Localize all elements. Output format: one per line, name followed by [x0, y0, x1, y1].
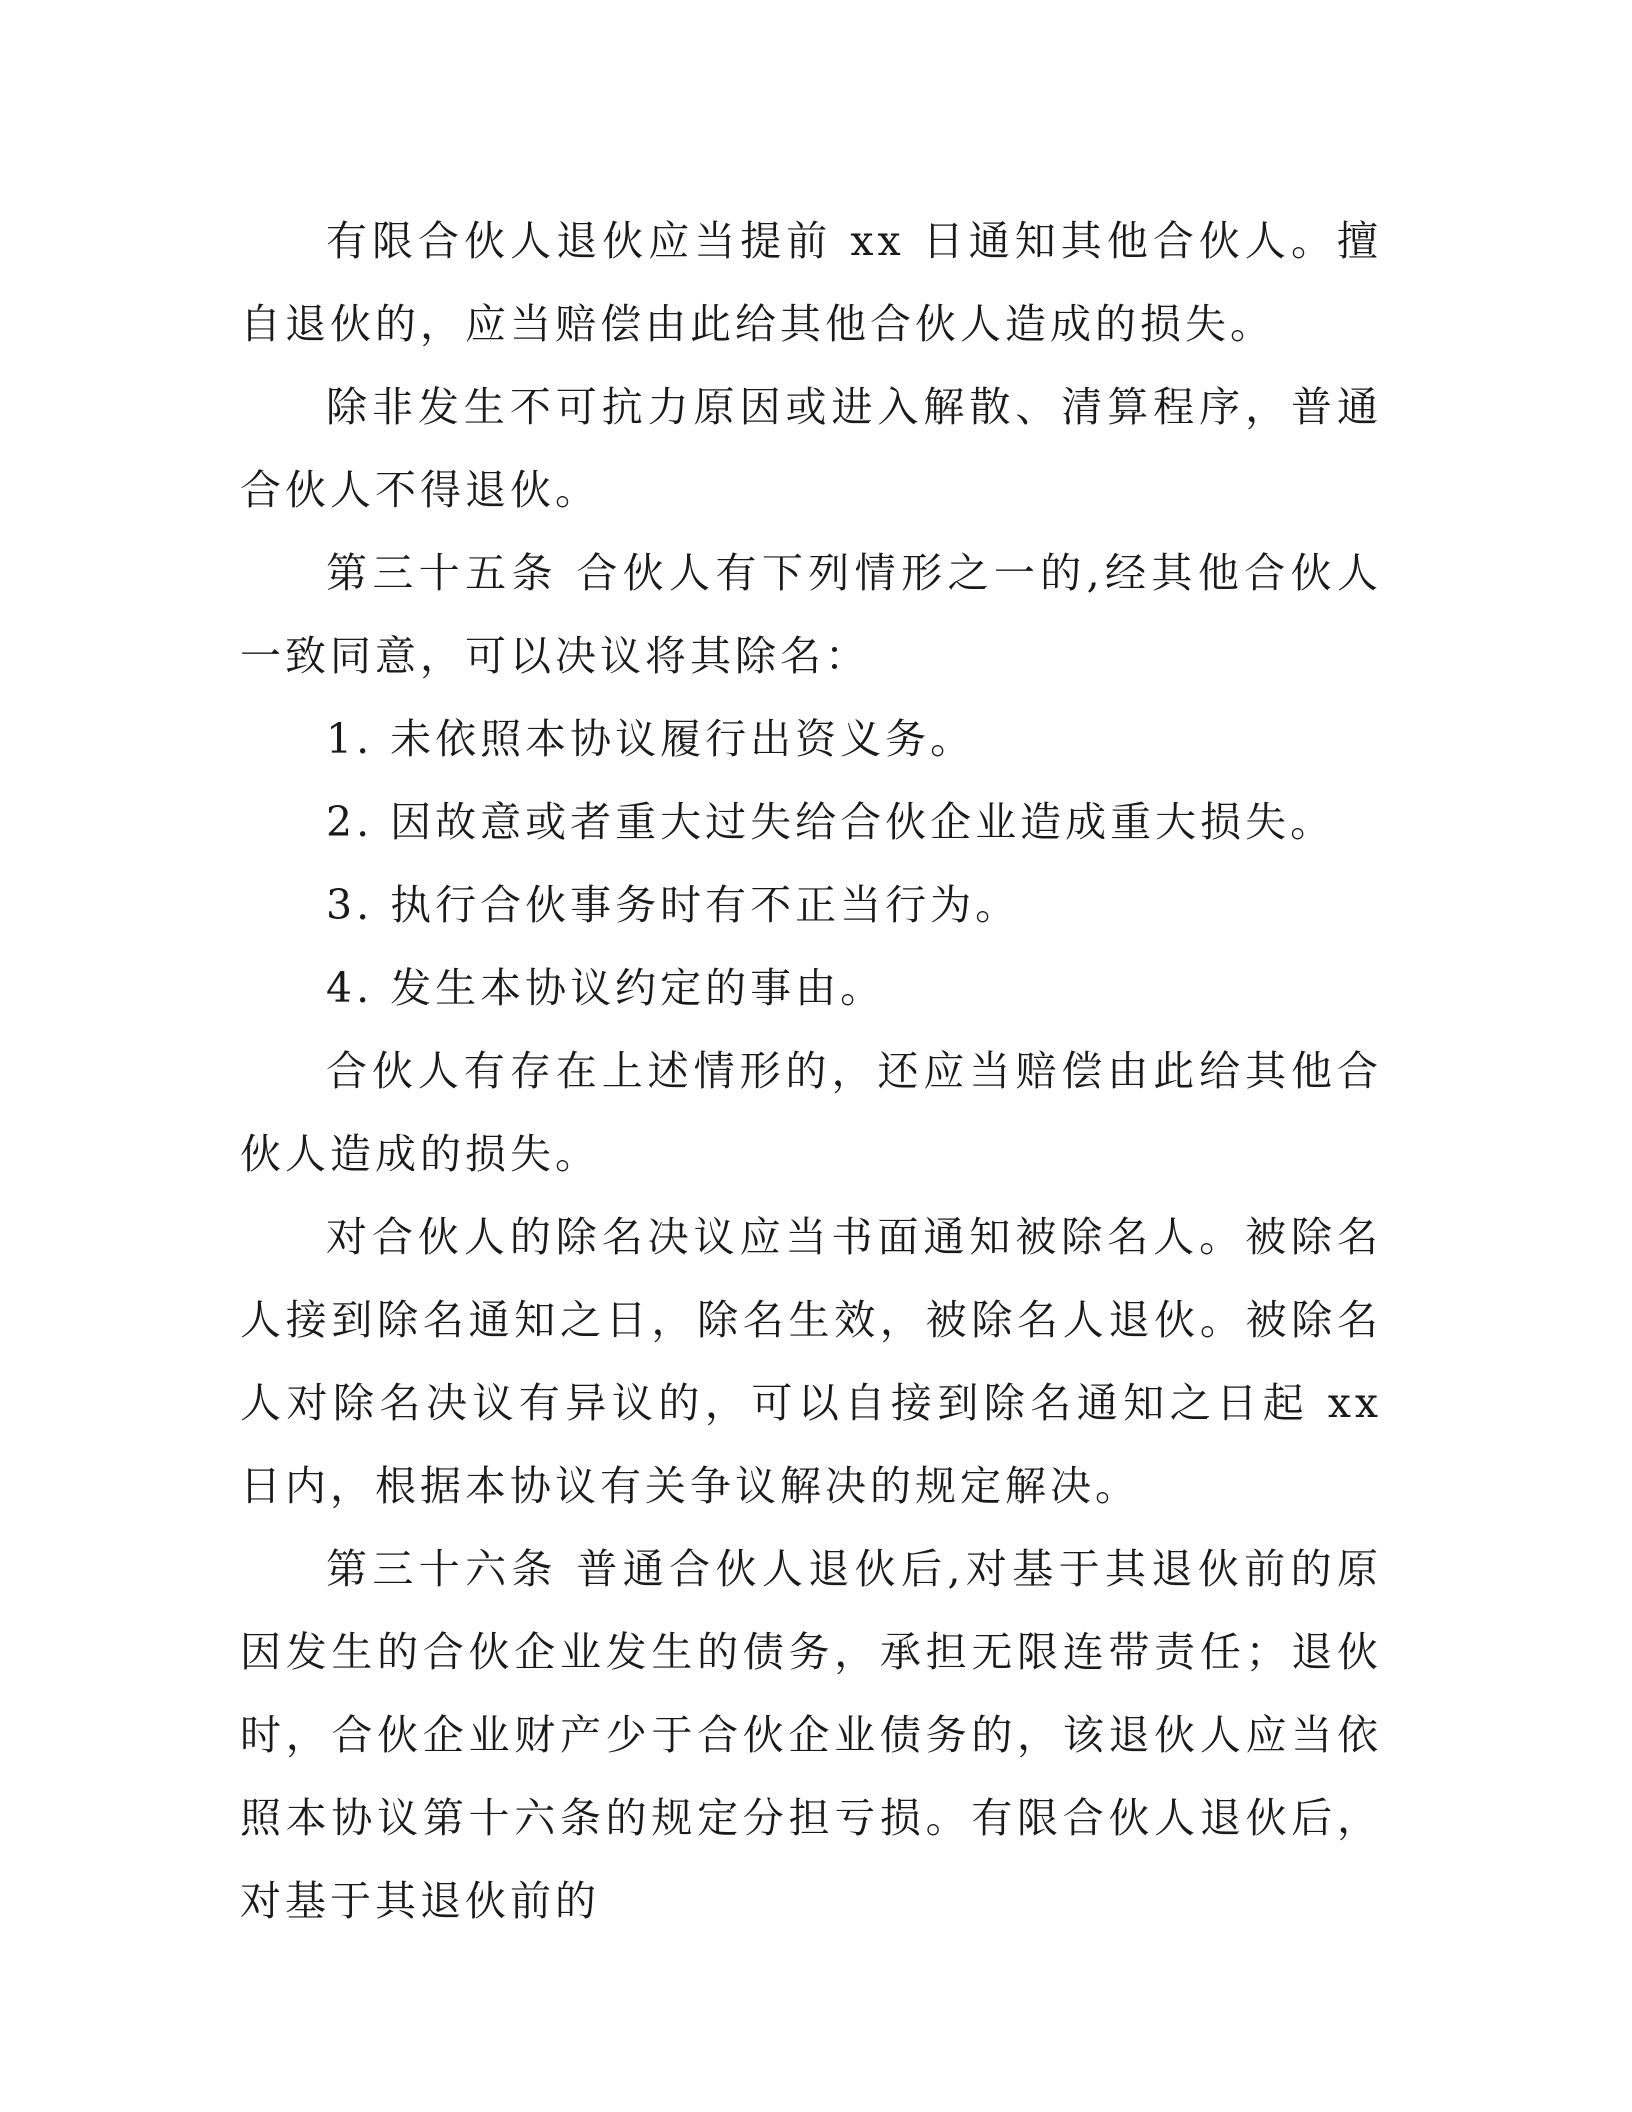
paragraph-general-partner-withdrawal: 除非发生不可抗力原因或进入解散、清算程序，普通合伙人不得退伙。: [240, 383, 1382, 514]
document-body: [240, 200, 1382, 1943]
list-item-3: 3. 执行合伙事务时有不正当行为。: [326, 881, 1021, 929]
paragraph-limited-partner-withdrawal: 有限合伙人退伙应当提前 xx 日通知其他合伙人。擅自退伙的，应当赔偿由此给其他合伙人造成的损失。: [240, 217, 1382, 348]
paragraph-compensation: 合伙人有存在上述情形的，还应当赔偿由此给其他合伙人造成的损失。: [240, 1047, 1382, 1178]
list-item-1: 1. 未依照本协议履行出资义务。: [326, 715, 976, 763]
paragraph-article-36: 第三十六条 普通合伙人退伙后,对基于其退伙前的原因发生的合伙企业发生的债务，承担无限连带责任；退伙时，合伙企业财产少于合伙企业债务的，该退伙人应当依照本协议第十六条的规定分担亏损。有限合伙人退伙后，对基于其退伙前的: [240, 1545, 1382, 1925]
paragraph-expulsion-notice: 对合伙人的除名决议应当书面通知被除名人。被除名人接到除名通知之日，除名生效，被除名人退伙。被除名人对除名决议有异议的，可以自接到除名通知之日起 xx 日内，根据本协议有关争议解决的规定解决。: [240, 1213, 1382, 1510]
paragraph-article-35: 第三十五条 合伙人有下列情形之一的,经其他合伙人一致同意，可以决议将其除名：: [240, 549, 1382, 680]
list-item-4: 4. 发生本协议约定的事由。: [326, 964, 886, 1012]
list-item-2: 2. 因故意或者重大过失给合伙企业造成重大损失。: [326, 798, 1336, 846]
